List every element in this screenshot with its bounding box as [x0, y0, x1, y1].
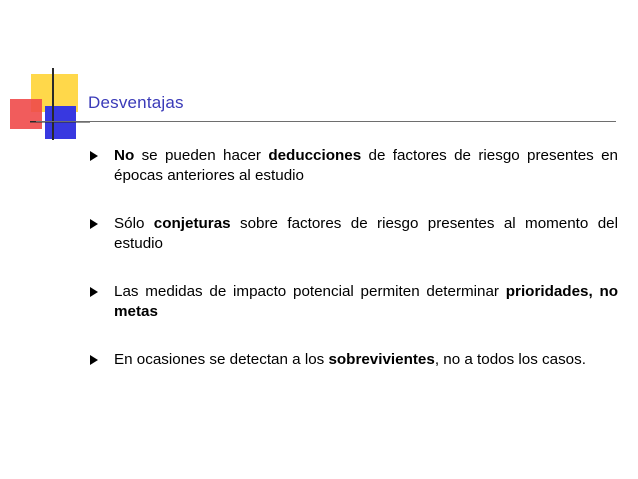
bold-text-run: prioridades, no metas	[114, 283, 619, 320]
text-run: Sólo	[114, 215, 154, 232]
bold-text-run: sobrevivientes	[328, 351, 435, 368]
bold-text-run: conjeturas	[153, 215, 231, 232]
bullet-text	[114, 282, 618, 322]
slide-title: Desventajas	[88, 93, 184, 112]
text-run: se pueden hacer	[134, 147, 269, 164]
bold-text-run: deducciones	[268, 147, 362, 164]
text-run: sobre factores de riesgo presentes al momento del estudio	[114, 215, 618, 252]
bullet-arrow-icon	[90, 219, 98, 229]
text-run: de factores de riesgo presentes en épocas anteriores al estudio	[114, 147, 618, 184]
title-rule	[36, 121, 616, 122]
bullet-arrow-icon	[90, 151, 98, 161]
corner-decoration	[0, 0, 90, 150]
bullet-item	[90, 146, 618, 186]
bullet-arrow-icon	[90, 355, 98, 365]
text-run: Las medidas de impacto potencial permiten determinar	[114, 283, 506, 300]
bullet-item	[90, 214, 618, 254]
bullet-text	[114, 146, 618, 186]
bullet-list	[90, 146, 618, 370]
text-run: En ocasiones se detectan a los	[114, 351, 329, 368]
deco-red-square	[10, 99, 42, 129]
bold-text-run: No	[114, 147, 135, 164]
bullet-text	[114, 350, 618, 370]
deco-vertical-line	[52, 68, 54, 140]
bullet-item	[90, 282, 618, 322]
bullet-item	[90, 350, 618, 370]
bullet-text	[114, 214, 618, 254]
text-run: , no a todos los casos.	[434, 351, 586, 368]
bullet-arrow-icon	[90, 287, 98, 297]
